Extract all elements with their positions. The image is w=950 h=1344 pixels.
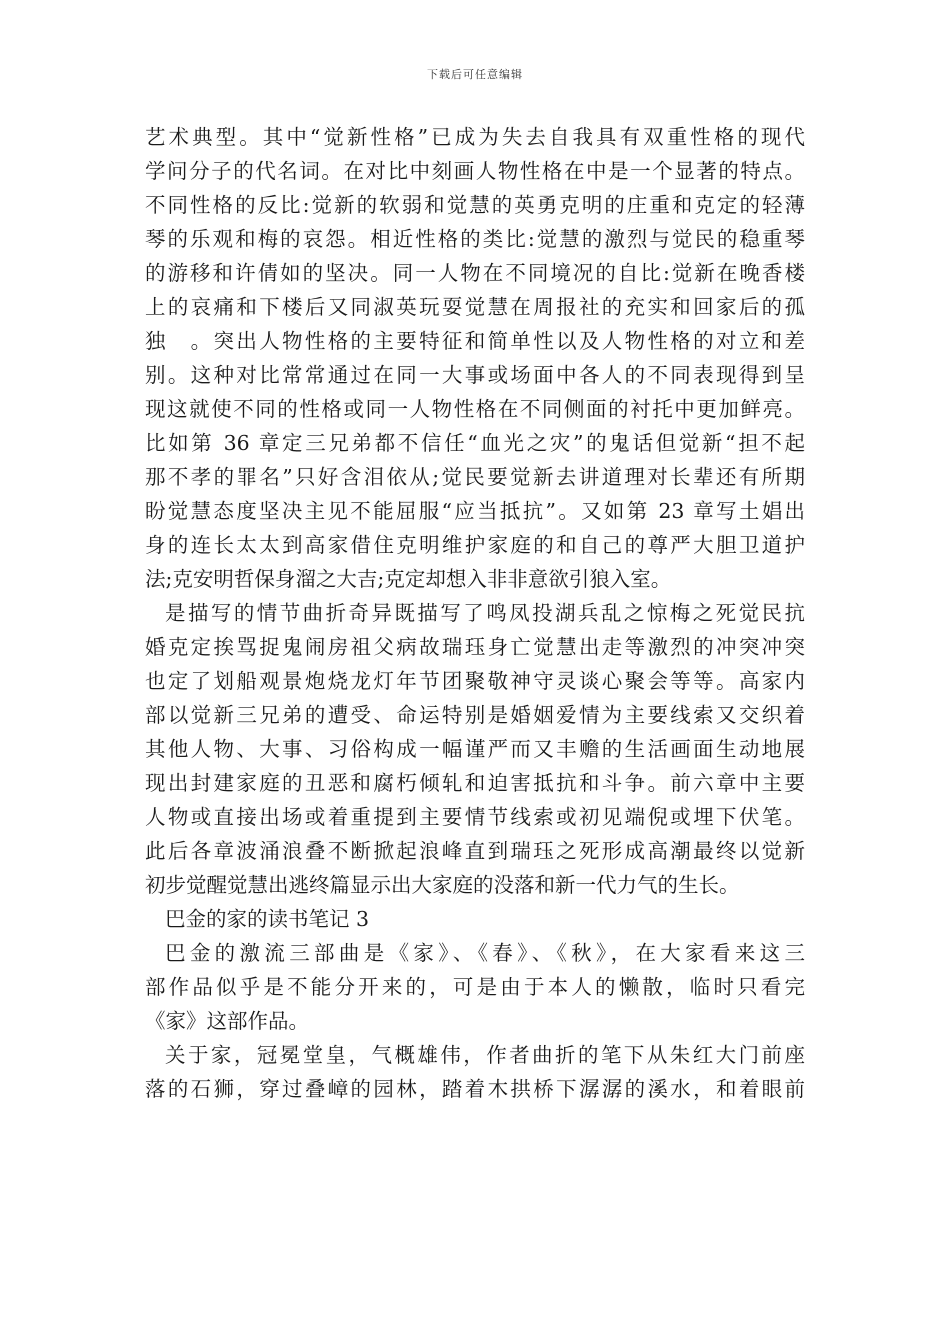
text-line: 琴的乐观和梅的哀怨。相近性格的类比:觉慧的激烈与觉民的稳重琴 <box>145 227 805 251</box>
paragraph <box>145 1038 805 1106</box>
document-body <box>145 120 805 1106</box>
page-header: 下载后可任意编辑 <box>427 68 523 81</box>
text-line: 的游移和许倩如的坚决。同一人物在不同境况的自比:觉新在晚香楼 <box>145 261 805 285</box>
text-line: 身的连长太太到高家借住克明维护家庭的和自己的尊严大胆卫道护 <box>145 533 805 557</box>
text-line: 落的石狮，穿过叠嶂的园林，踏着木拱桥下潺潺的溪水，和着眼前 <box>145 1077 805 1101</box>
text-line: 法;克安明哲保身溜之大吉;克定却想入非非意欲引狼入室。 <box>145 567 672 591</box>
paragraph <box>145 596 805 902</box>
text-line: 独 。突出人物性格的主要特征和简单性以及人物性格的对立和差 <box>145 329 805 353</box>
text-line: 别。这种对比常常通过在同一大事或场面中各人的不同表现得到呈 <box>145 363 805 387</box>
text-line: 盼觉慧态度坚决主见不能屈服“应当抵抗”。又如第 23 章写土娼出 <box>145 499 805 523</box>
text-line: 学问分子的代名词。在对比中刻画人物性格在中是一个显著的特点。 <box>145 159 805 183</box>
text-line: 其他人物、大事、习俗构成一幅谨严而又丰赡的生活画面生动地展 <box>145 737 805 761</box>
text-line: 比如第 36 章定三兄弟都不信任“血光之灾”的鬼话但觉新“担不起 <box>145 431 805 455</box>
text-line: 初步觉醒觉慧出逃终篇显示出大家庭的没落和新一代力气的生长。 <box>145 873 740 897</box>
text-line: 那不孝的罪名”只好含泪依从;觉民要觉新去讲道理对长辈还有所期 <box>145 465 805 489</box>
text-line: 是描写的情节曲折奇异既描写了鸣凤投湖兵乱之惊梅之死觉民抗 <box>165 601 805 625</box>
text-line: 人物或直接出场或着重提到主要情节线索或初见端倪或埋下伏笔。 <box>145 805 805 829</box>
paragraph <box>145 120 805 596</box>
text-line: 也定了划船观景炮烧龙灯年节团聚敬神守灵谈心聚会等等。高家内 <box>145 669 805 693</box>
text-line: 巴金的家的读书笔记 3 <box>165 907 370 931</box>
text-line: 部作品似乎是不能分开来的，可是由于本人的懒散，临时只看完 <box>145 975 805 999</box>
text-line: 关于家，冠冕堂皇，气概雄伟，作者曲折的笔下从朱红大门前座 <box>165 1043 805 1067</box>
text-line: 此后各章波涌浪叠不断掀起浪峰直到瑞珏之死形成高潮最终以觉新 <box>145 839 805 863</box>
text-line: 《家》这部作品。 <box>145 1009 309 1033</box>
text-line: 部以觉新三兄弟的遭受、命运特别是婚姻爱情为主要线索又交织着 <box>145 703 805 727</box>
paragraph <box>145 936 805 1038</box>
text-line: 上的哀痛和下楼后又同淑英玩耍觉慧在周报社的充实和回家后的孤 <box>145 295 805 319</box>
text-line: 艺术典型。其中“觉新性格”已成为失去自我具有双重性格的现代 <box>145 125 805 149</box>
text-line: 巴金的激流三部曲是《家》、《春》、《秋》，在大家看来这三 <box>165 941 805 965</box>
text-line: 婚克定挨骂捉鬼闹房祖父病故瑞珏身亡觉慧出走等激烈的冲突冲突 <box>145 635 805 659</box>
text-line: 不同性格的反比:觉新的软弱和觉慧的英勇克明的庄重和克定的轻薄 <box>145 193 805 217</box>
text-line: 现这就使不同的性格或同一人物性格在不同侧面的衬托中更加鲜亮。 <box>145 397 805 421</box>
paragraph <box>145 902 805 936</box>
text-line: 现出封建家庭的丑恶和腐朽倾轧和迫害抵抗和斗争。前六章中主要 <box>145 771 805 795</box>
